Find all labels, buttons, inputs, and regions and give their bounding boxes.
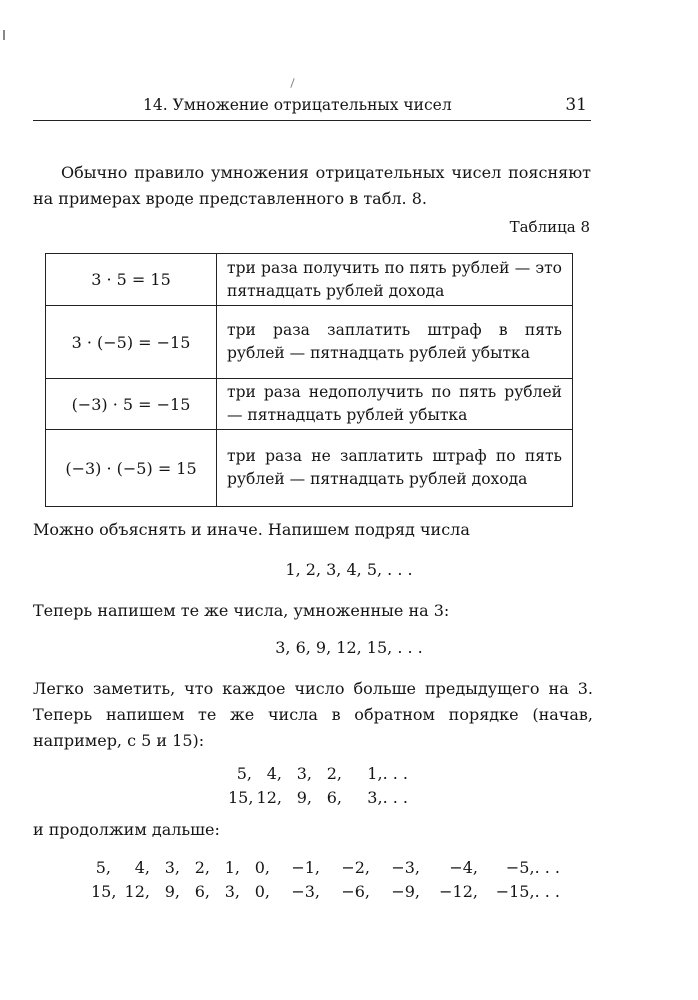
series-value: 15,	[91, 882, 117, 901]
explain-text: Можно объяснять и иначе. Напишем подряд числа	[33, 520, 470, 539]
continue-text: и продолжим дальше:	[33, 820, 220, 839]
reverse-row-times-three	[200, 786, 408, 810]
table-description: три раза получить по пять рублей — это пятнадцать рублей дохода	[217, 254, 573, 306]
table-expression: 3 · (−5) = −15	[46, 306, 217, 379]
table-description: три раза недополучить по пять рублей — пятнадцать рублей убытка	[217, 379, 573, 430]
scan-mark	[290, 78, 294, 88]
rules-table	[45, 253, 573, 507]
series-value: 1,	[224, 858, 240, 877]
series-value: 15,	[228, 788, 254, 807]
series-value: −6,	[341, 882, 370, 901]
series-value: 4,	[134, 858, 150, 877]
series-value: 3,. . .	[367, 788, 408, 807]
series-value: −3,	[391, 858, 420, 877]
series-value: −3,	[291, 882, 320, 901]
table-description: три раза не заплатить штраф по пять рублей — пятнадцать рублей дохода	[217, 430, 573, 507]
series-value: 5,	[95, 858, 111, 877]
extended-row-base	[40, 856, 560, 880]
series-value: −1,	[291, 858, 320, 877]
series-value: −12,	[439, 882, 478, 901]
table-description: три раза заплатить штраф в пять рублей — пятнадцать рублей убытка	[217, 306, 573, 379]
series-value: −4,	[449, 858, 478, 877]
running-header	[33, 96, 591, 121]
series-value: 12,	[124, 882, 150, 901]
extended-row-times-three	[40, 880, 560, 904]
series-value: 0,	[254, 858, 270, 877]
sequence-natural: 1, 2, 3, 4, 5, . . .	[285, 560, 413, 579]
series-value: 1,. . .	[367, 764, 408, 783]
series-value: 2,	[326, 764, 342, 783]
reverse-sequences	[200, 762, 408, 810]
series-value: 12,	[256, 788, 282, 807]
table-caption: Таблица 8	[509, 218, 590, 236]
times-three-text: Теперь напишем те же числа, умноженные на 3:	[33, 601, 450, 620]
scan-mark	[3, 30, 5, 40]
reverse-row-base	[200, 762, 408, 786]
sequence-times-three: 3, 6, 9, 12, 15, . . .	[275, 638, 423, 657]
table-expression: (−3) · (−5) = 15	[46, 430, 217, 507]
table-expression: (−3) · 5 = −15	[46, 379, 217, 430]
series-value: 9,	[296, 788, 312, 807]
series-value: −5,. . .	[505, 858, 560, 877]
table-row	[46, 430, 573, 507]
table-row	[46, 379, 573, 430]
chapter-title: 14. Умножение отрицательных чисел	[143, 96, 452, 114]
extended-sequences	[40, 856, 560, 904]
series-value: 3,	[296, 764, 312, 783]
series-value: −9,	[391, 882, 420, 901]
series-value: 0,	[254, 882, 270, 901]
series-value: 9,	[164, 882, 180, 901]
series-value: 4,	[266, 764, 282, 783]
reverse-order-paragraph: Легко заметить, что каждое число больше предыдущего на 3. Теперь напишем те же числа в обратном порядке (начав, например, с 5 и 15):	[33, 679, 593, 750]
table-row	[46, 306, 573, 379]
table-expression: 3 · 5 = 15	[46, 254, 217, 306]
series-value: 2,	[194, 858, 210, 877]
intro-paragraph: Обычно правило умножения отрицательных чисел поясняют на примерах вроде представленного в табл. 8.	[33, 163, 591, 208]
series-value: 6,	[194, 882, 210, 901]
series-value: 6,	[326, 788, 342, 807]
series-value: 3,	[164, 858, 180, 877]
series-value: −15,. . .	[495, 882, 560, 901]
table-row	[46, 254, 573, 306]
series-value: 3,	[224, 882, 240, 901]
series-value: −2,	[341, 858, 370, 877]
series-value: 5,	[236, 764, 252, 783]
page-number: 31	[565, 95, 587, 115]
